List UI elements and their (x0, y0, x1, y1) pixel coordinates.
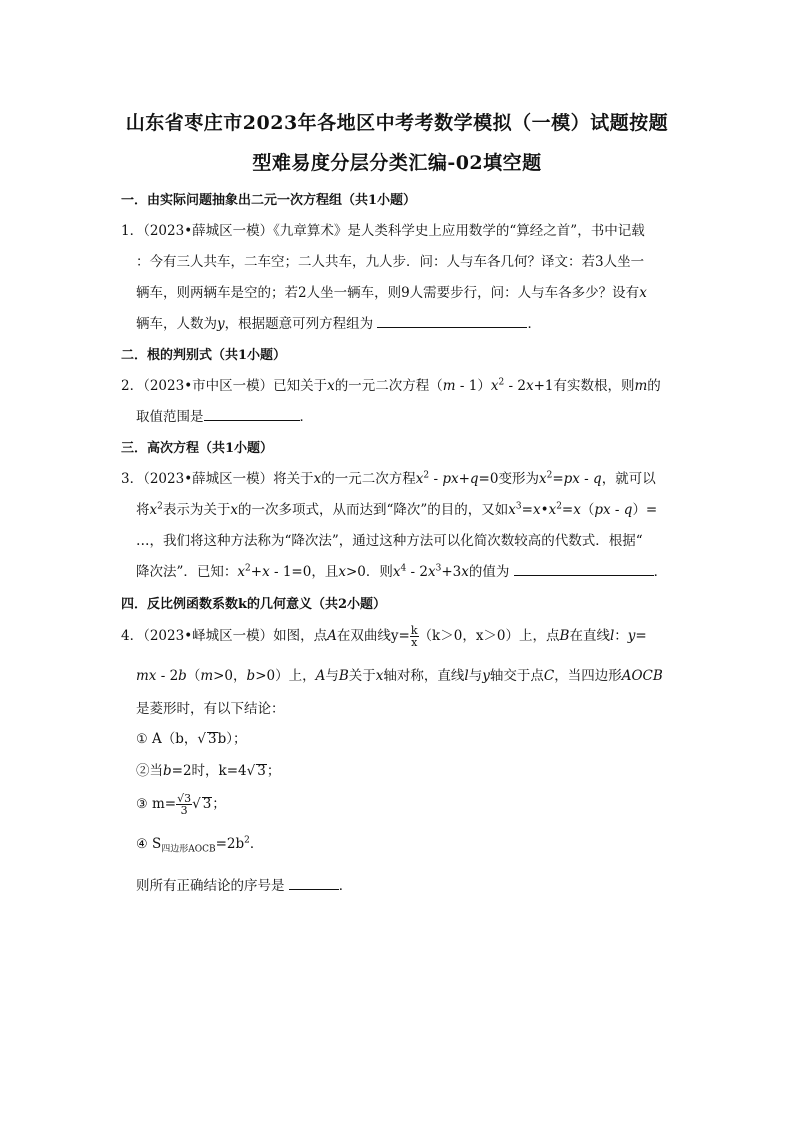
question-4-line-2: mx - 2b（m>0，b>0）上，A与B关于x轴对称，直线l与y轴交于点C，当四边形AOCB (136, 668, 663, 684)
question-1-line-4: 辆车，人数为y，根据题意可列方程组为 ． (136, 316, 541, 332)
sqrt-symbol: √ (246, 763, 256, 779)
question-3-line-2: 将$x^2$表示为关于x的一次多项式，从而达到“降次”的目的，又如$x^3=x•x^2=x(px - q)=$ (136, 501, 658, 518)
answer-blank-3[interactable] (514, 563, 654, 576)
question-1-line-3: 辆车，则两辆车是空的；若2人坐一辆车，则9人需要步行，问：人与车各多少？设有x (136, 285, 647, 301)
sqrt-symbol: √ (197, 731, 206, 747)
fraction-k-over-x: $\frac{k}{x}$ (410, 624, 418, 649)
conclusion-1: ① A（b，√ 3b）； (136, 731, 247, 747)
conclusion-4: ④ $S_{四边形AOCB}=2b^2$． (136, 835, 264, 855)
page-title-line-1: 山东省枣庄市2023年各地区中考考数学模拟（一模）试题按题 (125, 112, 669, 134)
question-2-line-1: 2．（2023•市中区一模）已知关于x的一元二次方程$(m - 1)x^2 - 2x+1$有实数根，则m的 (121, 377, 661, 394)
question-4-last-line: 则所有正确结论的序号是 ． (136, 878, 353, 894)
section-heading-1: 一．由实际问题抽象出二元一次方程组（共1小题） (121, 193, 417, 208)
question-1-line-2: ：今有三人共车，二车空；二人共车，九人步．问：人与车各几何？译文：若3人坐一 (136, 254, 645, 270)
conclusion-2: ②当b=2时，k=4√ 3； (136, 763, 281, 779)
sqrt-symbol: √ (177, 792, 185, 805)
question-3-line-4: 降次法”．已知：$x^2+x - 1=0$，且x>0．则$x^4 - 2x^3+3x$的值为 ． (136, 563, 668, 580)
question-1-line-1: 1．（2023•薛城区一模）《九章算术》是人类科学史上应用数学的“算经之首”，书中记载 (121, 223, 645, 239)
answer-blank-1[interactable] (377, 315, 527, 328)
question-3-line-1: 3．（2023•薛城区一模）将关于x的一元二次方程$x^2 - px+q=0$变形为$x^2=px - q$，就可以 (121, 470, 656, 487)
conclusion-3: ③ m= $\frac{√3}{3}$ √ 3； (136, 792, 226, 817)
fraction-sqrt3-over-3: $\frac{√3}{3}$ (177, 792, 192, 817)
section-heading-3: 三．高次方程（共1小题） (121, 441, 274, 456)
section-heading-2: 二．根的判别式（共1小题） (121, 348, 287, 363)
answer-blank-4[interactable] (289, 877, 339, 890)
answer-blank-2[interactable] (204, 408, 300, 421)
sqrt-symbol: √ (192, 796, 201, 812)
question-3-line-3: …，我们将这种方法称为“降次法”，通过这种方法可以化简次数较高的代数式．根据“ (136, 533, 643, 549)
question-4-line-1: 4．（2023•峄城区一模）如图，点A在双曲线y= $\frac{k}{x}$ （k＞0，x＞0）上，点B在直线l：y= (121, 624, 647, 649)
question-4-line-3: 是菱形时，有以下结论： (136, 701, 285, 717)
question-2-line-2: 取值范围是 ． (136, 409, 313, 425)
section-heading-4: 四．反比例函数系数k的几何意义（共2小题） (121, 597, 387, 612)
page-title-line-2: 型难易度分层分类汇编-02填空题 (252, 152, 542, 174)
